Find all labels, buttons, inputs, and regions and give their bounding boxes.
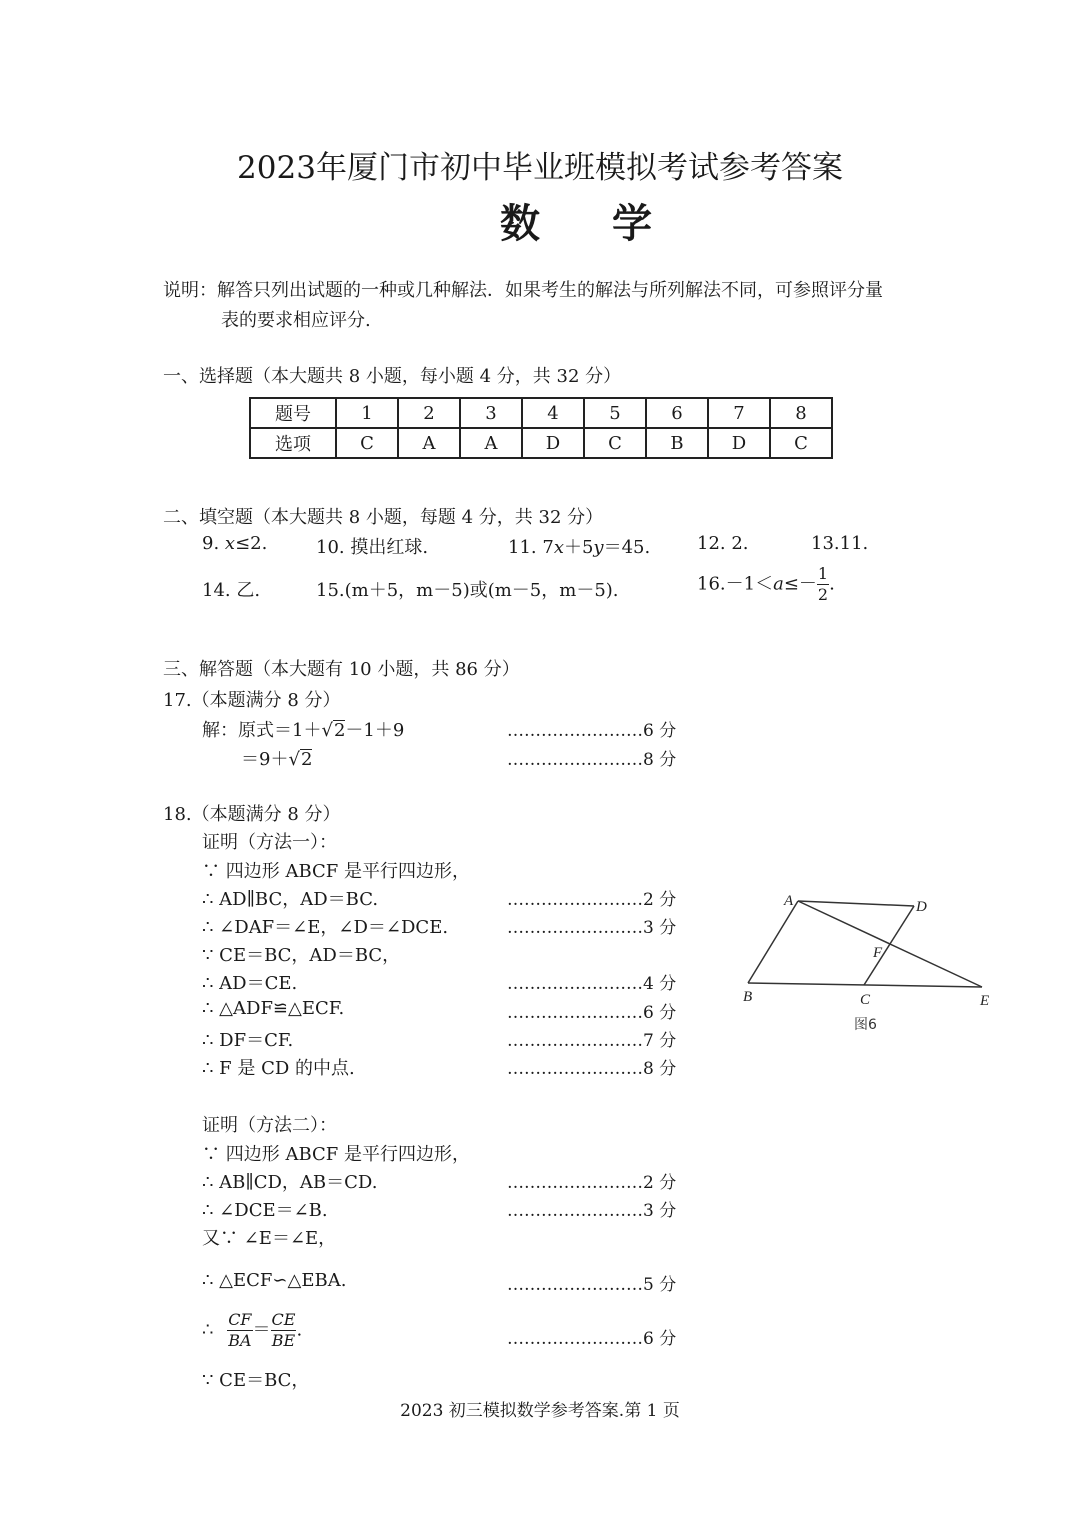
table-cell: 1 xyxy=(336,398,398,428)
figure-label-c: C xyxy=(860,992,871,1008)
table-cell: 2 xyxy=(398,398,460,428)
answer-9-var: x xyxy=(224,533,236,554)
fraction-ce-be xyxy=(271,1312,297,1349)
note-line-1: 说明：解答只列出试题的一种或几种解法．如果考生的解法与所列解法不同，可参照评分量 xyxy=(163,280,883,301)
q18-m1-line: ∴ △ADF≌△ECF. xyxy=(202,998,345,1019)
q18-m2-line: ∴ △ECF∽△EBA. xyxy=(202,1270,347,1291)
figure-label-a: A xyxy=(784,893,794,909)
answer-12: 12. 2. xyxy=(697,533,749,554)
segment-AE xyxy=(798,901,982,987)
segment-AD xyxy=(798,901,914,906)
figure-6 xyxy=(730,885,1010,1040)
answer-13: 13.11. xyxy=(811,533,869,554)
answer-9-num: 9. xyxy=(202,533,220,554)
q17-score-1: ……………………6 分 xyxy=(507,721,677,741)
q17-line-2-pre: ＝9＋ xyxy=(241,749,289,770)
q18-m1-score: ……………………8 分 xyxy=(507,1059,677,1079)
answer-15: 15.(m＋5，m－5)或(m－5，m－5). xyxy=(316,580,619,601)
q18-m2-line: ∴ AB∥CD，AB＝CD. xyxy=(202,1172,378,1193)
page-title: 2023年厦门市初中毕业班模拟考试参考答案 xyxy=(237,150,843,186)
figure-label-e: E xyxy=(980,993,990,1009)
q18-m1-score: ……………………2 分 xyxy=(507,890,677,910)
table-cell: C xyxy=(584,428,646,458)
q18-m2-fraction-line xyxy=(202,1312,302,1349)
answer-16-mid: ≤－ xyxy=(783,573,817,595)
q18-m2-line: ∴ ∠DCE＝∠B. xyxy=(202,1200,328,1221)
q17-line-1 xyxy=(202,716,404,742)
therefore-sign: ∴ xyxy=(202,1319,214,1341)
table-cell: C xyxy=(770,428,832,458)
answer-11-end: ＝45. xyxy=(603,537,651,558)
q18-m1-score: ……………………3 分 xyxy=(507,918,677,938)
q18-m1-line: ∴ AD＝CE. xyxy=(202,973,298,994)
q18-m2-line: ∵ 四边形 ABCF 是平行四边形， xyxy=(202,1144,470,1165)
table-cell: 6 xyxy=(646,398,708,428)
page-footer: 2023 初三模拟数学参考答案.第 1 页 xyxy=(400,1401,680,1421)
table-row xyxy=(250,398,832,428)
table-row xyxy=(250,428,832,458)
q18-m2-score: ……………………6 分 xyxy=(507,1329,677,1349)
table-cell: 7 xyxy=(708,398,770,428)
q18-m1-line: ∴ F 是 CD 的中点. xyxy=(202,1058,355,1079)
q17-radicand: 2 xyxy=(300,749,313,770)
answer-11-x: x xyxy=(553,537,564,558)
note-line-2: 表的要求相应评分. xyxy=(221,310,371,331)
q17-line-1-pre: 解：原式＝1＋ xyxy=(202,720,322,741)
fraction-numerator: CF xyxy=(228,1310,252,1329)
answer-11 xyxy=(508,533,650,559)
section3-heading: 三、解答题（本大题有 10 小题，共 86 分） xyxy=(163,659,520,680)
answer-11-num: 11. 7 xyxy=(508,537,554,558)
q17-radicand: 2 xyxy=(333,720,346,741)
answer-16 xyxy=(697,566,835,603)
q18-m1-score: ……………………7 分 xyxy=(507,1031,677,1051)
q17-score-2: ……………………8 分 xyxy=(507,750,677,770)
q18-m1-line: ∵ CE＝BC，AD＝BC， xyxy=(202,945,401,966)
table-cell: C xyxy=(336,428,398,458)
table-cell: B xyxy=(646,428,708,458)
fraction-cf-ba xyxy=(227,1312,252,1349)
answer-14: 14. 乙. xyxy=(202,580,261,601)
figure-label-f: F xyxy=(873,945,883,961)
table-cell: D xyxy=(522,428,584,458)
table-cell: 题号 xyxy=(250,398,336,428)
figure-label-b: B xyxy=(743,989,753,1005)
answer-10: 10. 摸出红球. xyxy=(316,537,429,558)
table-cell: 4 xyxy=(522,398,584,428)
table-cell: 5 xyxy=(584,398,646,428)
q18-m2-score: ……………………3 分 xyxy=(507,1201,677,1221)
answer-16-pre: 16.－1＜ xyxy=(697,573,774,595)
fraction-denominator: 2 xyxy=(817,585,829,604)
q18-m2-line: 又∵ ∠E＝∠E， xyxy=(202,1228,337,1249)
fraction-end: . xyxy=(296,1319,303,1341)
sqrt-sign: √ xyxy=(288,749,300,770)
answer-table xyxy=(249,397,833,459)
fraction-denominator: BE xyxy=(271,1331,296,1350)
q18-m1-score: ……………………4 分 xyxy=(507,974,677,994)
equals-sign: ＝ xyxy=(252,1319,271,1341)
table-cell: 8 xyxy=(770,398,832,428)
q18-m2-line: ∵ CE＝BC， xyxy=(202,1370,310,1391)
fraction-numerator: 1 xyxy=(817,564,829,583)
q18-method2-title: 证明（方法二）： xyxy=(202,1115,337,1136)
section1-heading: 一、选择题（本大题共 8 小题，每小题 4 分，共 32 分） xyxy=(163,366,622,387)
q18-heading: 18.（本题满分 8 分） xyxy=(163,804,341,825)
segment-AB xyxy=(748,901,798,983)
q18-m2-score: ……………………5 分 xyxy=(507,1275,677,1295)
table-cell: 3 xyxy=(460,398,522,428)
table-cell: A xyxy=(460,428,522,458)
q18-m1-score: ……………………6 分 xyxy=(507,1003,677,1023)
answer-11-mid: ＋5 xyxy=(563,537,594,558)
answer-16-var: a xyxy=(773,573,784,595)
answer-11-y: y xyxy=(593,537,604,558)
answer-16-end: . xyxy=(829,573,835,595)
q18-m1-line: ∴ ∠DAF＝∠E，∠D＝∠DCE. xyxy=(202,917,449,938)
q17-heading: 17.（本题满分 8 分） xyxy=(163,690,341,711)
fraction-denominator: BA xyxy=(228,1331,252,1350)
table-cell: 选项 xyxy=(250,428,336,458)
q17-line-2 xyxy=(241,745,312,771)
q18-m2-score: ……………………2 分 xyxy=(507,1173,677,1193)
figure-caption: 图6 xyxy=(854,1017,877,1033)
fraction-numerator: CE xyxy=(271,1310,296,1329)
figure-label-d: D xyxy=(916,899,927,915)
segment-DC xyxy=(864,906,914,985)
table-cell: A xyxy=(398,428,460,458)
answer-9-rest: ≤2. xyxy=(235,533,268,554)
q17-line-1-post: －1＋9 xyxy=(345,720,405,741)
subject-title: 数学 xyxy=(500,200,724,247)
section2-heading: 二、填空题（本大题共 8 小题，每题 4 分，共 32 分） xyxy=(163,507,604,528)
q18-m1-line: ∴ AD∥BC，AD＝BC. xyxy=(202,889,379,910)
q18-method1-title: 证明（方法一）： xyxy=(202,832,337,853)
sqrt-sign: √ xyxy=(321,720,333,741)
table-cell: D xyxy=(708,428,770,458)
answer-16-fraction xyxy=(817,566,829,603)
q18-m1-line: ∵ 四边形 ABCF 是平行四边形， xyxy=(202,861,470,882)
answer-9 xyxy=(202,533,267,554)
q18-m1-line: ∴ DF＝CF. xyxy=(202,1030,294,1051)
